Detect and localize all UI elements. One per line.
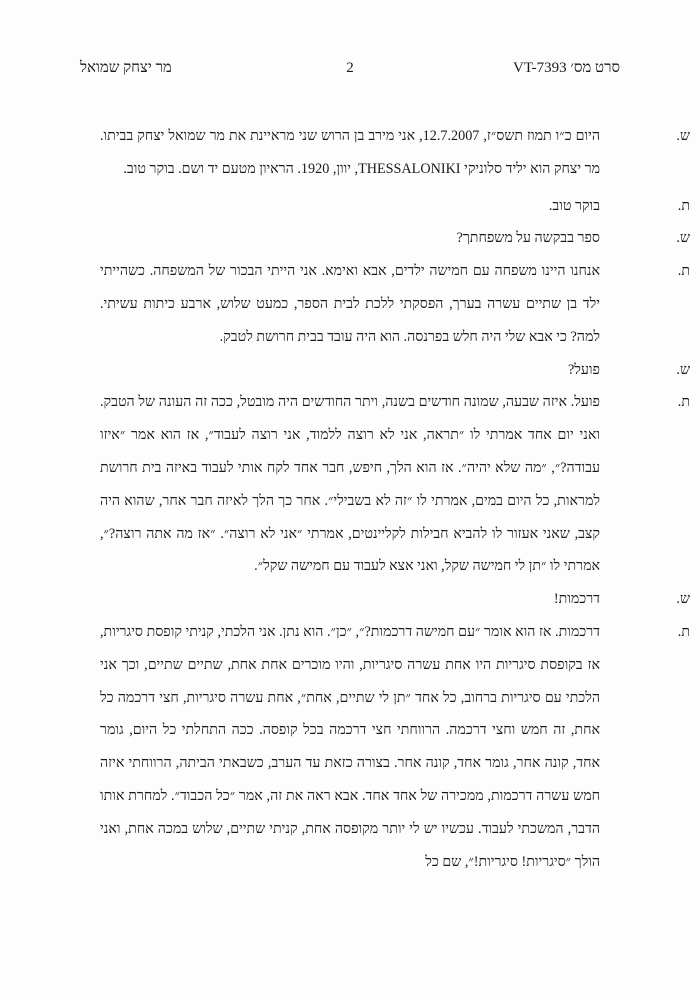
transcript-turn — [100, 616, 690, 878]
speaker-label: ש. — [676, 230, 690, 247]
turn-text: דרכמות. אז הוא אומר ״עם חמישה דרכמות?״, ״כן״. הוא נתן. אני הלכתי, קניתי קופסת סיגריות, אז בקופסת סיגריות היו אחת עשרה סיגריות, והיו מוכרים אחת אחת, שתיים שתיים, וכך אני הלכתי עם סיגריות ברחוב, כל אחד ״תן לי שתיים, אחת״, אחת עשרה סיגריות, חצי דרכמה כל אחת, זה חמש וחצי דרכמה. הרווחתי חצי דרכמה בכל קופסה. ככה התחלתי כל היום, גומר אחד, קונה אחר, גומר אחד, קונה אחר. בצורה כזאת עד הערב, כשבאתי הביתה, הרווחתי איזה חמש עשרה דרכמות, ממכירה של אחד אחד. אבא ראה את זה, אמר ״כל הכבוד״. למחרת אותו הדבר, המשכתי לעבוד. עכשיו יש לי יותר מקופסה אחת, קניתי שתיים, שלוש במכה אחת, ואני הולך ״סיגריות! סיגריות!״, שם כל — [100, 623, 600, 870]
transcript-turn — [100, 190, 690, 223]
turn-text: אנחנו היינו משפחה עם חמישה ילדים, אבא ואימא. אני הייתי הבכור של המשפחה. כשהייתי ילד בן שתיים עשרה בערך, הפסקתי ללכת לבית הספר, כמעט שלוש, ארבע כיתות עשיתי. למה? כי אבא שלי היה חלש בפרנסה. הוא היה עובד בבית חרושת לטבק. — [100, 263, 600, 345]
speaker-label: ת. — [677, 623, 690, 640]
transcript-turn — [100, 255, 690, 353]
turn-text: פועל? — [567, 361, 600, 378]
turn-text: דרכמות! — [553, 591, 600, 608]
interviewee-name: מר יצחק שמואל — [80, 60, 172, 76]
transcript-turn — [100, 120, 690, 186]
speaker-label: ת. — [677, 197, 690, 214]
speaker-label: ש. — [676, 591, 690, 608]
turn-text: היום כ״ו תמוז תשס״ז, 12.7.2007, אני מירב בן הרוש שני מראיינת את מר שמואל יצחק בביתו. מר יצחק הוא יליד סלוניקי THESSALONIKI, יוון, 1920. הראיון מטעם יד ושם. בוקר טוב. — [100, 128, 600, 177]
interview-transcript — [100, 120, 690, 878]
turn-text: פועל. איזה שבעה, שמונה חודשים בשנה, ויתר החודשים היה מובטל, ככה זה העונה של הטבק. ואני יום אחד אמרתי לו ״תראה, אני לא רוצה ללמוד, אני רוצה לעבוד״, אז הוא אמר ״איזו עבודה?״, ״מה שלא יהיה״. אז הוא הלך, חיפש, חבר אחד לקח אותי לעבוד באיזה בית חרושת למראות, כל היום במים, אמרתי לו ״זה לא בשבילי״. אחר כך הלך לאיזה חבר אחר, שהוא היה קצב, שאני אעזור לו להביא חבילות לקליינטים, אמרתי ״אני לא רוצה״. ״אז מה אתה רוצה?״, אמרתי לו ״תן לי חמישה שקל, ואני אצא לעבוד עם חמישה שקל״. — [100, 394, 600, 575]
speaker-label: ת. — [677, 263, 690, 280]
speaker-label: ת. — [677, 394, 690, 411]
transcript-turn — [100, 583, 690, 616]
turn-text: ספר בבקשה על משפחתך? — [456, 230, 600, 247]
speaker-label: ש. — [676, 361, 690, 378]
turn-text: בוקר טוב. — [548, 197, 600, 214]
page-number: 2 — [346, 60, 354, 76]
transcript-turn — [100, 386, 690, 583]
transcript-turn — [100, 354, 690, 387]
transcript-turn — [100, 222, 690, 255]
speaker-label: ש. — [676, 128, 690, 144]
page-header — [80, 60, 620, 84]
film-number: סרט מס׳ VT-7393 — [513, 60, 620, 76]
